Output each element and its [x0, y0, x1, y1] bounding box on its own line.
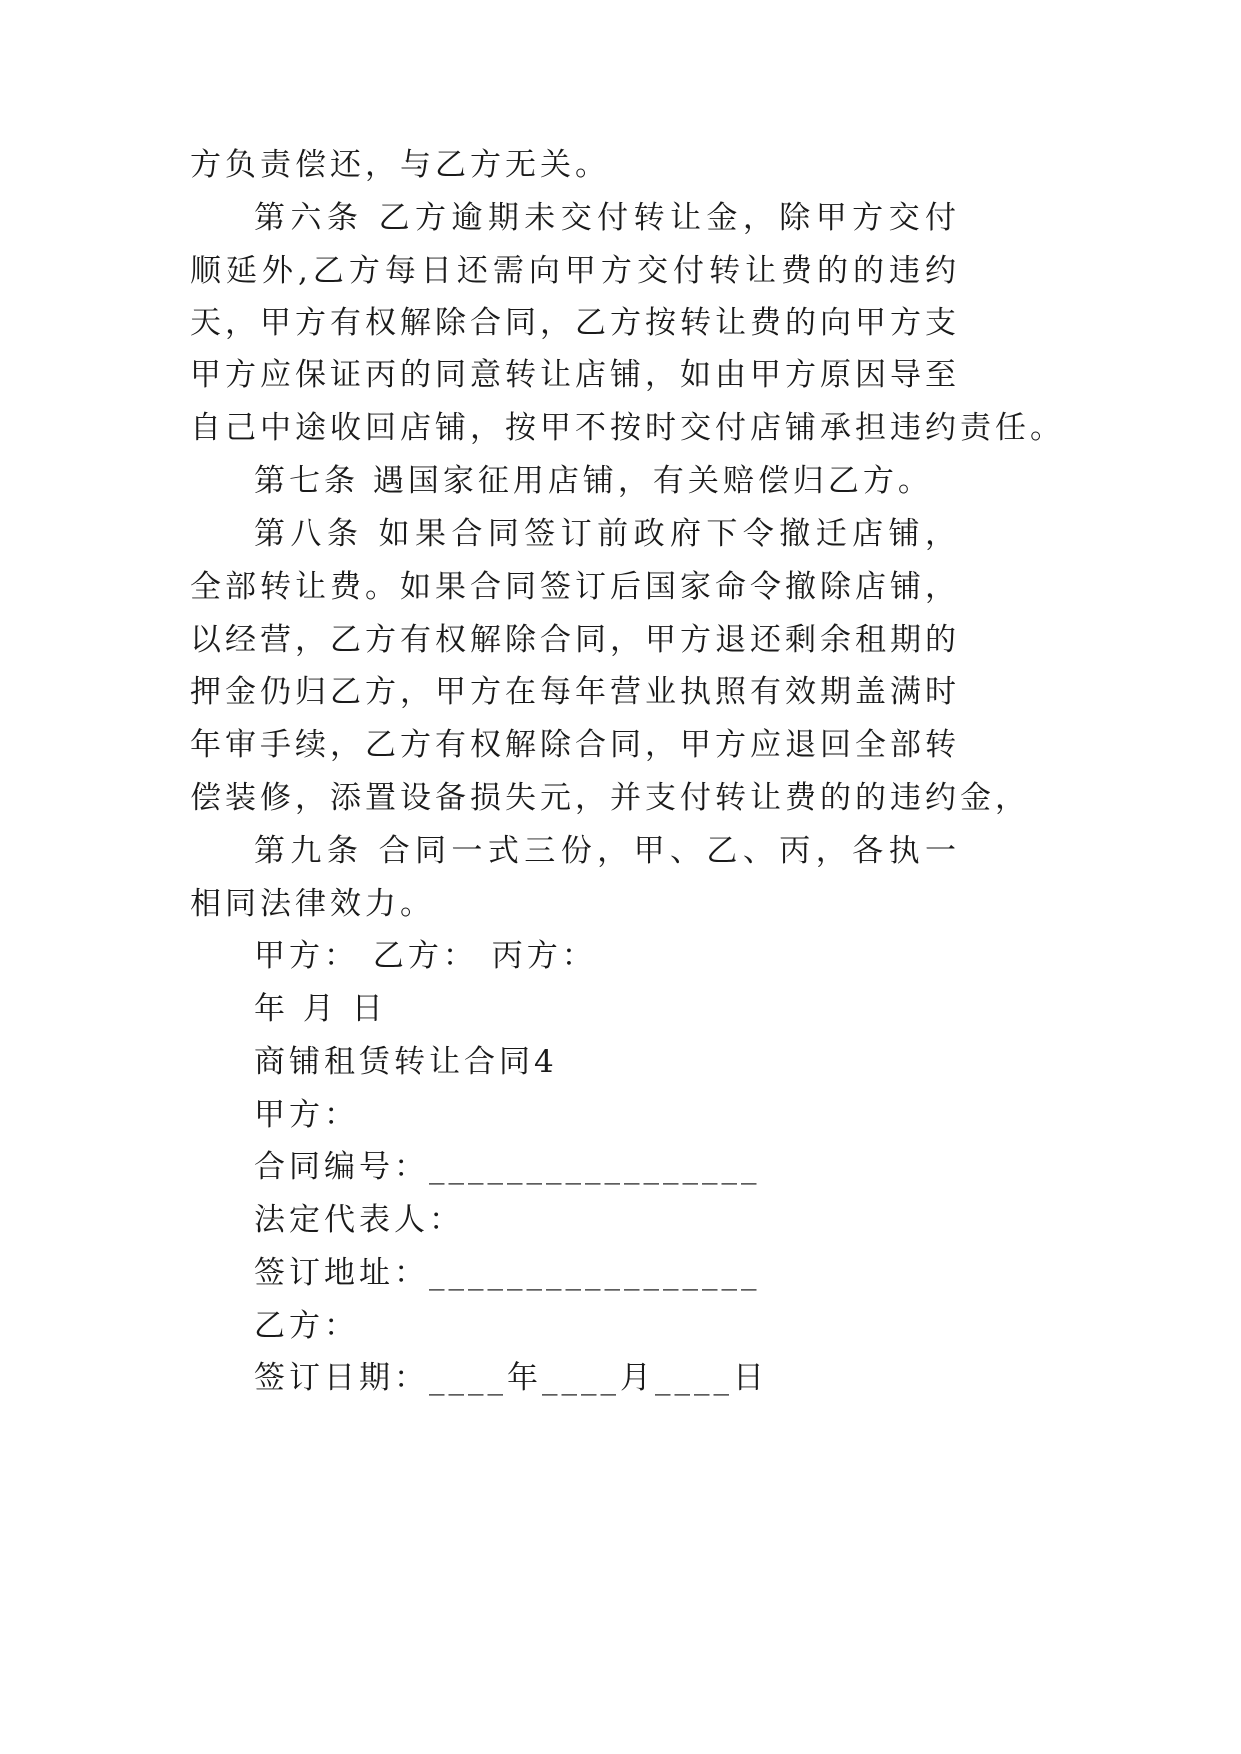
contract-number-line: 合同编号：_________________ — [254, 1149, 761, 1185]
article-6-line: 第六条 乙方逾期未交付转让金，除甲方交付 — [254, 200, 960, 236]
text-line: 顺延外,乙方每日还需向甲方交付转让费的的违约 — [190, 253, 960, 289]
legal-representative-label: 法定代表人： — [254, 1202, 464, 1238]
party-a-label: 甲方： — [254, 1097, 359, 1133]
text-line: 相同法律效力。 — [190, 886, 435, 922]
text-line: 方负责偿还，与乙方无关。 — [190, 147, 610, 183]
text-line: 甲方应保证丙的同意转让店铺，如由甲方原因导至 — [190, 357, 960, 393]
article-9-line: 第九条 合同一式三份，甲、乙、丙，各执一 — [254, 833, 960, 869]
party-b-label: 乙方： — [254, 1308, 359, 1344]
text-line: 押金仍归乙方，甲方在每年营业执照有效期盖满时 — [190, 674, 960, 710]
signing-address-line: 签订地址：_________________ — [254, 1255, 761, 1291]
text-line: 天，甲方有权解除合同，乙方按转让费的向甲方支 — [190, 305, 960, 341]
signature-parties-line: 甲方： 乙方： 丙方： — [254, 938, 597, 974]
signing-date-line: 签订日期：____年____月____日 — [254, 1360, 768, 1396]
text-line: 以经营，乙方有权解除合同，甲方退还剩余租期的 — [190, 622, 960, 658]
text-line: 全部转让费。如果合同签订后国家命令撤除店铺， — [190, 569, 960, 605]
article-8-line: 第八条 如果合同签订前政府下令撤迁店铺， — [254, 516, 960, 552]
text-line: 年审手续，乙方有权解除合同，甲方应退回全部转 — [190, 727, 960, 763]
contract-title: 商铺租赁转让合同4 — [254, 1044, 558, 1080]
article-7-line: 第七条 遇国家征用店铺，有关赔偿归乙方。 — [254, 463, 933, 499]
text-line: 自己中途收回店铺，按甲不按时交付店铺承担违约责任。 — [190, 410, 1065, 446]
date-line: 年 月 日 — [254, 991, 387, 1027]
text-line: 偿装修，添置设备损失元，并支付转让费的的违约金， — [190, 780, 1030, 816]
